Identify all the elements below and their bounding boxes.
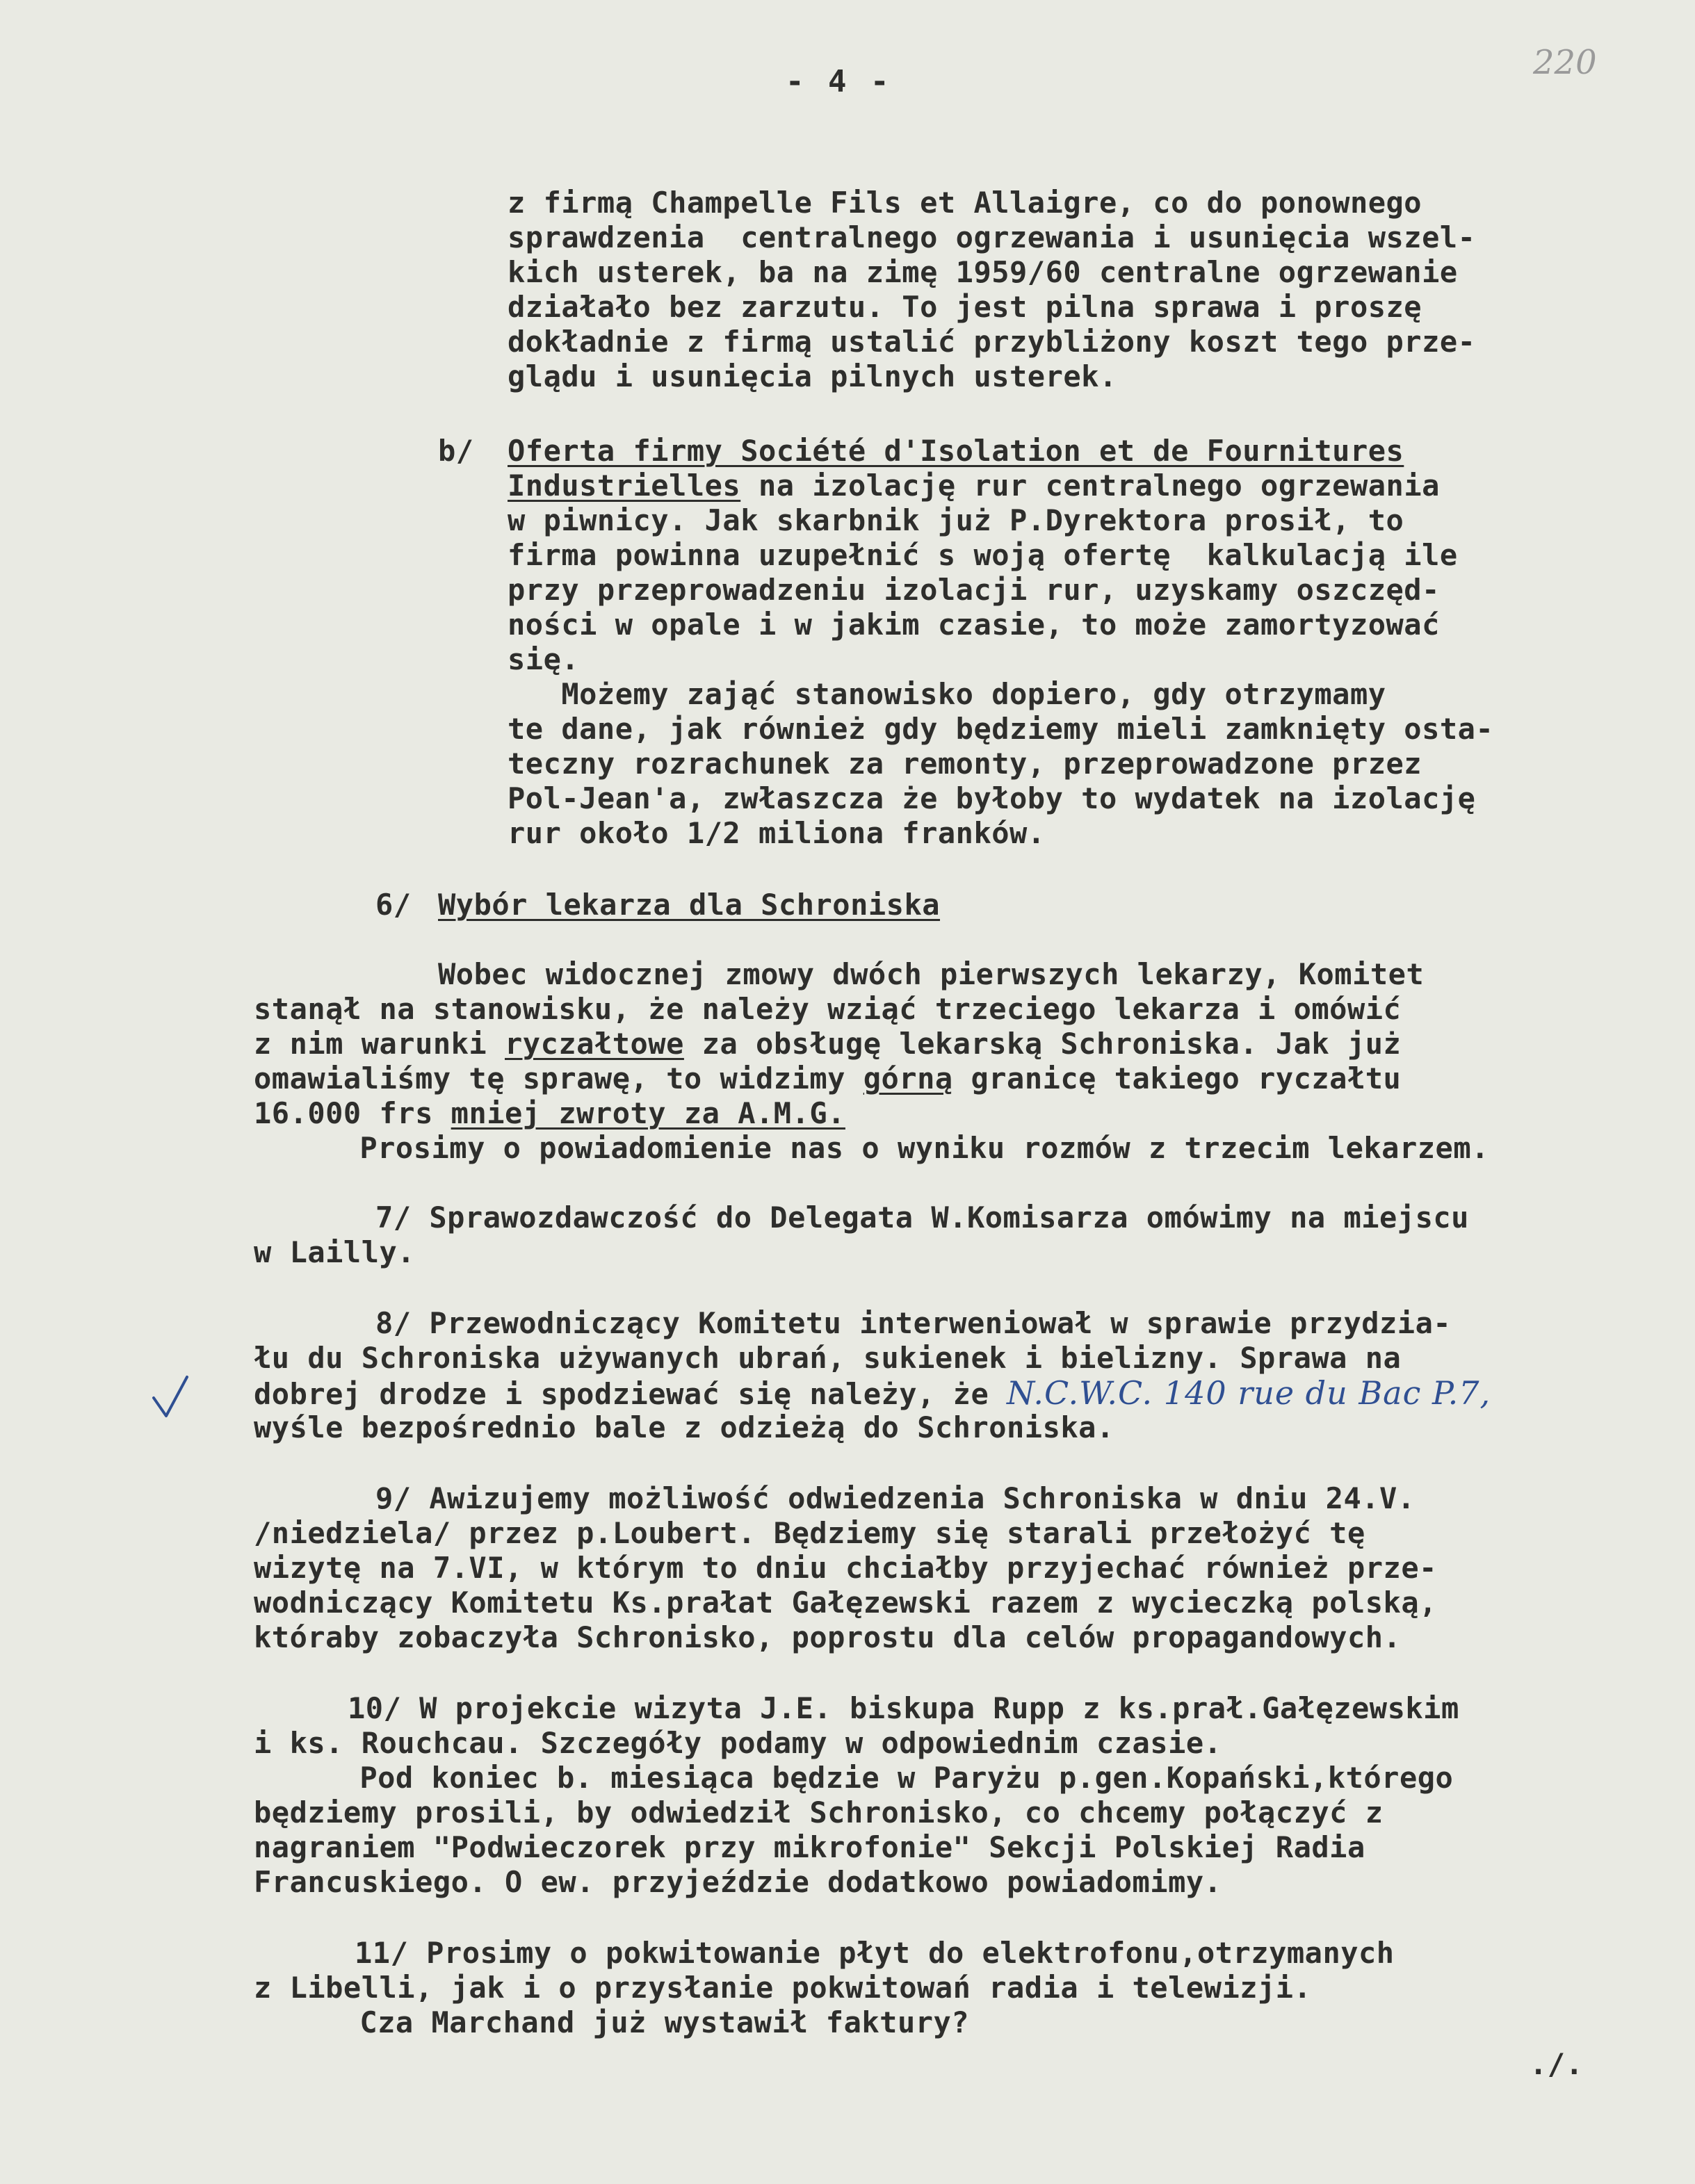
section-6-line: stanął na stanowisku, że należy wziąć trzeciego lekarza i omówić <box>254 992 1402 1026</box>
section-b-line: Pol-Jean'a, zwłaszcza że byłoby to wydatek na izolację <box>508 781 1476 815</box>
section-10-line: będziemy prosili, by odwiedził Schronisko, co chcemy połączyć z <box>254 1795 1384 1829</box>
section-a-line: z firmą Champelle Fils et Allaigre, co do ponownego <box>508 186 1422 220</box>
section-6-heading: Wybór lekarza dla Schroniska <box>438 888 941 922</box>
section-10-line: i ks. Rouchcau. Szczegóły podamy w odpowiednim czasie. <box>254 1726 1222 1760</box>
section-11-line: Cza Marchand już wystawił faktury? <box>306 2005 970 2039</box>
section-9-line: wodniczący Komitetu Ks.prałat Gałęzewski razem z wycieczką polską, <box>254 1586 1437 1620</box>
section-7-line: 7/ Sprawozdawczość do Delegata W.Komisarza omówimy na miejscu <box>375 1200 1469 1234</box>
text-run: za obsługę lekarską Schroniska. Jak już <box>683 1027 1402 1061</box>
section-6-number: 6/ <box>375 888 412 922</box>
section-b-line: teczny rozrachunek za remonty, przeprowadzone przez <box>508 747 1422 781</box>
section-b-marker: b/ <box>438 434 474 468</box>
section-8-line: łu du Schroniska używanych ubrań, sukienek i bielizny. Sprawa na <box>254 1341 1402 1375</box>
section-b-line: przy przeprowadzeniu izolacji rur, uzyskamy oszczęd- <box>508 573 1440 607</box>
page-number: - 4 - <box>786 64 892 99</box>
underlined-term: mniej zwroty za A.M.G. <box>451 1096 845 1130</box>
section-6-line <box>254 1062 1401 1095</box>
section-10-line: Francuskiego. O ew. przyjeździe dodatkowo powiadomimy. <box>254 1865 1222 1899</box>
section-b-line: firma powinna uzupełnić s woją ofertę kalkulacją ile <box>508 538 1458 572</box>
underlined-term: górną <box>863 1061 953 1095</box>
section-9-line: 9/ Awizujemy możliwość odwiedzenia Schroniska w dniu 24.V. <box>375 1481 1416 1515</box>
checkmark-icon <box>149 1373 191 1421</box>
section-a-line: sprawdzenia centralnego ogrzewania i usunięcia wszel- <box>508 220 1476 254</box>
section-b-line: się. <box>508 642 580 676</box>
section-8-line: wyśle bezpośrednio bale z odzieżą do Schroniska. <box>254 1410 1114 1444</box>
text-run: granicę takiego ryczałtu <box>952 1061 1402 1095</box>
section-6-line: Wobec widocznej zmowy dwóch pierwszych lekarzy, Komitet <box>438 957 1425 991</box>
continuation-mark: ./. <box>1530 2047 1584 2081</box>
section-a-line: glądu i usunięcia pilnych usterek. <box>508 359 1117 393</box>
section-6-line <box>254 1027 1401 1061</box>
section-b-line: rur około 1/2 miliona franków. <box>508 816 1046 850</box>
section-b-line-rest: na izolację rur centralnego ogrzewania <box>740 468 1440 503</box>
section-8-line: 8/ Przewodniczący Komitetu interweniował w sprawie przydzia- <box>375 1306 1452 1340</box>
section-a-line: kich usterek, ba na zimę 1959/60 centralne ogrzewanie <box>508 255 1458 289</box>
section-6-line: Prosimy o powiadomienie nas o wyniku rozmów z trzecim lekarzem. <box>306 1131 1489 1165</box>
section-a-line: działało bez zarzutu. To jest pilna sprawa i proszę <box>508 290 1422 324</box>
section-b-line: Możemy zająć stanowisko dopiero, gdy otrzymamy <box>508 677 1386 711</box>
archive-number: 220 <box>1533 43 1597 82</box>
section-11-line: 11/ Prosimy o pokwitowanie płyt do elektrofonu,otrzymanych <box>355 1936 1395 1970</box>
section-11-line: z Libelli, jak i o przysłanie pokwitowań radia i telewizji. <box>254 1971 1312 2005</box>
section-10-line: 10/ W projekcie wizyta J.E. biskupa Rupp z ks.prał.Gałęzewskim <box>348 1691 1459 1725</box>
section-10-line: nagraniem "Podwieczorek przy mikrofonie" Sekcji Polskiej Radia <box>254 1830 1365 1864</box>
text-run: 16.000 frs <box>254 1096 451 1130</box>
section-b-offer-title-cont: Industrielles <box>508 468 741 503</box>
section-9-line: wizytę na 7.VI, w którym to dniu chciałby przyjechać również prze- <box>254 1551 1437 1585</box>
handwritten-address: N.C.W.C. 140 rue du Bac P.7, <box>1007 1374 1491 1412</box>
section-10-line: Pod koniec b. miesiąca będzie w Paryżu p.gen.Kopański,którego <box>306 1761 1454 1795</box>
section-8-line <box>254 1376 1491 1411</box>
section-9-line: któraby zobaczyła Schronisko, poprostu dla celów propagandowych. <box>254 1620 1402 1654</box>
section-7-line: w Lailly. <box>254 1235 416 1269</box>
section-a-line: dokładnie z firmą ustalić przybliżony koszt tego prze- <box>508 325 1476 359</box>
text-run: z nim warunki <box>254 1027 505 1061</box>
section-b-line <box>508 469 1440 503</box>
section-b-offer-title: Oferta firmy Société d'Isolation et de Fournitures <box>508 434 1404 468</box>
section-b-line: ności w opale i w jakim czasie, to może zamortyzować <box>508 608 1440 642</box>
section-6-line <box>254 1097 845 1130</box>
text-run: omawialiśmy tę sprawę, to widzimy <box>254 1061 863 1095</box>
underlined-term: ryczałtowe <box>505 1027 684 1061</box>
section-9-line: /niedziela/ przez p.Loubert. Będziemy się starali przełożyć tę <box>254 1516 1365 1550</box>
section-b-line: w piwnicy. Jak skarbnik już P.Dyrektora prosił, to <box>508 503 1404 537</box>
text-run: dobrej drodze i spodziewać się należy, że <box>254 1377 1007 1411</box>
section-b-line: te dane, jak również gdy będziemy mieli zamknięty osta- <box>508 712 1494 746</box>
